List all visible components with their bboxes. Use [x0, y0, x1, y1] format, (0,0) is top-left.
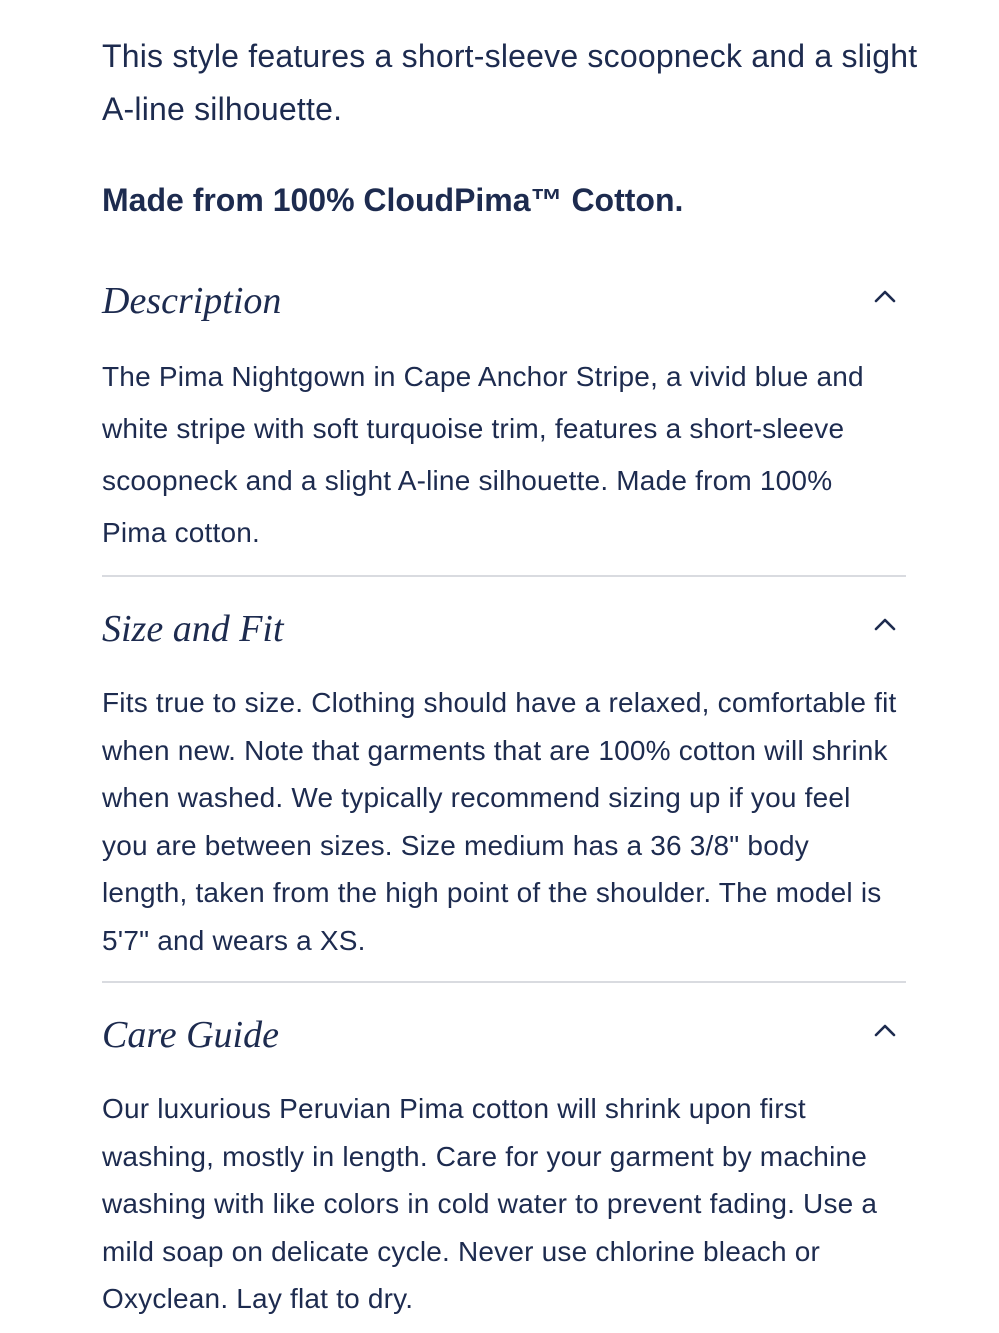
accordion-header-size-and-fit[interactable]	[102, 606, 906, 656]
section-divider	[102, 575, 906, 577]
section-title-description: Description	[102, 280, 282, 322]
section-divider	[102, 981, 906, 983]
size-and-fit-text: Fits true to size. Clothing should have a relaxed, comfortable fit when new. Note that garments that are 100% cotton will shrink when washed. We typically recommend sizing up if you feel you are between sizes. Size medium has a 36 3/8" body length, taken from the high point of the shoulder. The model is 5'7" and wears a XS.	[102, 687, 897, 956]
chevron-up-icon[interactable]	[872, 612, 898, 638]
material-statement: Made from 100% CloudPima™ Cotton.	[102, 182, 684, 218]
section-title-size-and-fit: Size and Fit	[102, 608, 284, 650]
section-title-care-guide: Care Guide	[102, 1014, 279, 1056]
description-text: The Pima Nightgown in Cape Anchor Stripe, a vivid blue and white stripe with soft turquoise trim, features a short-sleeve scoopneck and a slight A-line silhouette. Made from 100% Pima cotton.	[102, 361, 864, 548]
chevron-up-icon[interactable]	[872, 1018, 898, 1044]
chevron-up-icon[interactable]	[872, 284, 898, 310]
product-intro: This style features a short-sleeve scoopneck and a slight A-line silhouette.	[102, 38, 918, 127]
accordion-header-description[interactable]	[102, 278, 906, 328]
accordion-header-care-guide[interactable]	[102, 1012, 906, 1062]
care-guide-text: Our luxurious Peruvian Pima cotton will shrink upon first washing, mostly in length. Care for your garment by machine washing with like colors in cold water to prevent fading. Use a mild soap on delicate cycle. Never use chlorine bleach or Oxyclean. Lay flat to dry.	[102, 1093, 878, 1314]
